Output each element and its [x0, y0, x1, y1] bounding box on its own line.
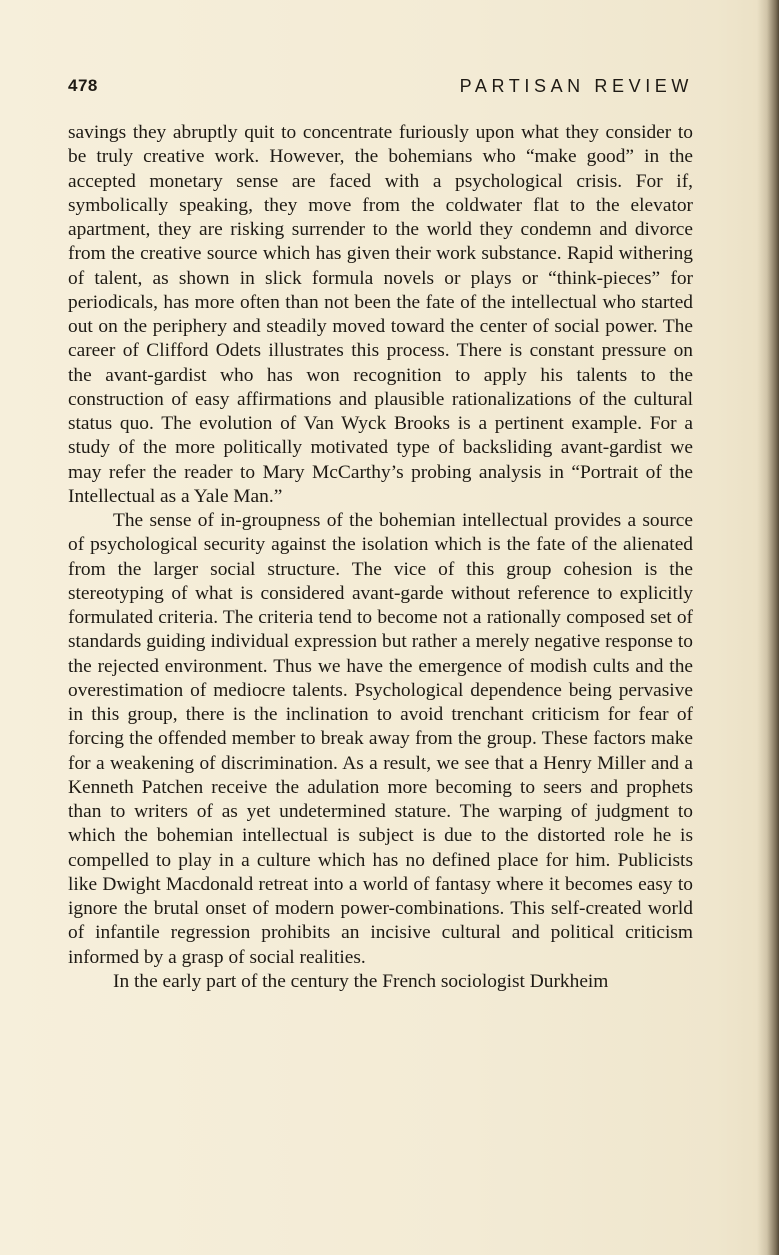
running-head: PARTISAN REVIEW [459, 76, 693, 96]
paragraph-durkheim: In the early part of the century the French sociologist Durkheim [113, 970, 609, 992]
paragraph-continued: savings they abruptly quit to concentrate furiously upon what they consider to be truly creative work. However, the bohemians who “make good” in the accepted monetary sense are faced with a psychological crisis. For if, symbolically speaking, they move from the coldwater flat to the elevator apartment, they are risking surrender to the world they condemn and divorce from the creative source which has given their work substance. Rapid withering of talent, as shown in slick formula novels or plays or “think-pieces” for periodicals, has more often than not been the fate of the intellectual who started out on the periphery and steadily moved toward the center of social power. The career of Clifford Odets illustrates this process. There is constant pressure on the avant-gardist who has won recognition to apply his talents to the construction of easy affirmations and plausible rationalizations of the cultural status quo. The evolution of Van Wyck Brooks is a pertinent example. For a study of the more politically motivated type of backsliding avant-gardist we may refer the reader to Mary McCarthy’s probing analysis in “Portrait of the Intellectual as a Yale Man.” [68, 122, 693, 507]
body-text [68, 121, 693, 994]
page-edge-shadow [757, 0, 779, 1255]
page-header [68, 76, 693, 102]
paragraph-in-groupness: The sense of in-groupness of the bohemian intellectual provides a source of psychological security against the isolation which is the fate of the alienated from the larger social structure. The vice of this group cohesion is the stereotyping of what is considered avant-garde without reference to explicitly formulated criteria. The criteria tend to become not a rationally composed set of standards guiding individual expression but rather a merely negative response to the rejected environment. Thus we have the emergence of modish cults and the overestimation of mediocre talents. Psychological dependence being pervasive in this group, there is the inclination to avoid trenchant criticism for fear of forcing the offended member to break away from the group. These factors make for a weakening of discrimination. As a result, we see that a Henry Miller and a Kenneth Patchen receive the adulation more becoming to seers and prophets than to writers of as yet undetermined stature. The warping of judgment to which the bohemian intellectual is subject is due to the distorted role he is compelled to play in a culture which has no defined place for him. Publicists like Dwight Macdonald retreat into a world of fantasy where it becomes easy to ignore the brutal onset of modern power-combinations. This self-created world of infantile regression prohibits an incisive cultural and political criticism informed by a grasp of social realities. [68, 510, 693, 968]
page-number: 478 [68, 76, 98, 95]
